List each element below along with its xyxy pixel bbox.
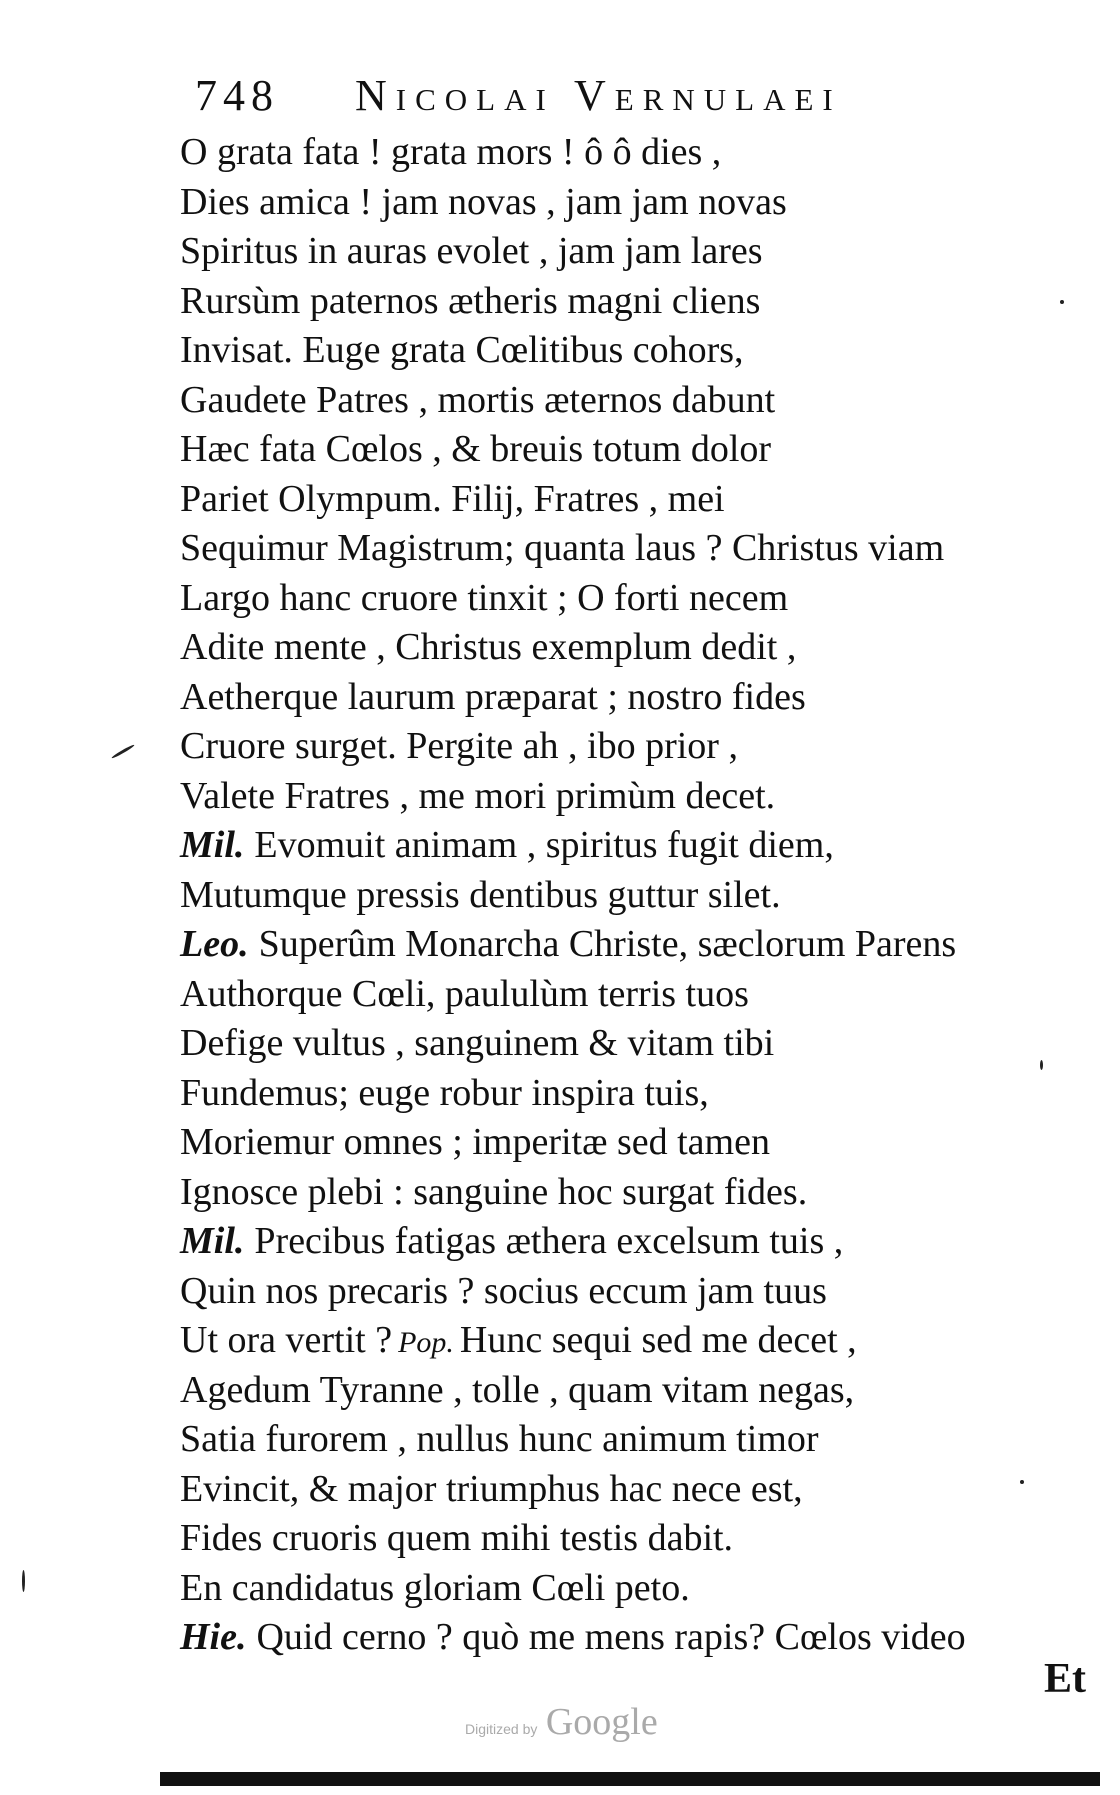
- verse-text-span: Ut ora vertit ?: [180, 1319, 393, 1361]
- verse-line: [180, 1316, 1085, 1366]
- ink-speck: [1020, 1480, 1024, 1484]
- verse-line: [180, 772, 1085, 822]
- verse-line: [180, 1613, 1085, 1663]
- verse-text-span: Invisat. Euge grata Cœlitibus cohors,: [180, 329, 744, 371]
- verse-line: [180, 425, 1085, 475]
- verse-line: [180, 1366, 1085, 1416]
- verse-line: [180, 1118, 1085, 1168]
- verse-line: [180, 1267, 1085, 1317]
- verse-text-span: Aetherque laurum præparat ; nostro fides: [180, 675, 806, 718]
- speaker-label: Mil.: [180, 824, 245, 866]
- verse-text-span: O grata fata ! grata mors ! ô ô dies ,: [180, 131, 722, 173]
- verse-text-span: Evincit, & major triumphus hac nece est,: [180, 1467, 803, 1510]
- speaker-label: Mil.: [180, 1220, 245, 1262]
- inline-speaker-label: Pop.: [398, 1326, 454, 1359]
- running-head: Nicolai Vernulaei: [355, 71, 842, 120]
- speaker-label: Leo.: [180, 923, 249, 965]
- verse-text-span: Pariet Olympum. Filij, Fratres , mei: [180, 477, 725, 520]
- verse-line: [180, 1465, 1085, 1515]
- verse-text-span: Evomuit animam , spiritus fugit diem,: [254, 824, 834, 866]
- verse-line: [180, 376, 1085, 426]
- verse-text-span: Spiritus in auras evolet , jam jam lares: [180, 230, 763, 272]
- verse-text-continuation: Hunc sequi sed me decet ,: [459, 1319, 857, 1361]
- verse-line: [180, 920, 1085, 970]
- verse-text-span: Precibus fatigas æthera excelsum tuis ,: [254, 1220, 844, 1262]
- verse-line: [180, 623, 1085, 673]
- verse-line: [180, 821, 1085, 871]
- verse-line: [180, 673, 1085, 723]
- verse-text: [180, 128, 1085, 1663]
- verse-line: [180, 277, 1085, 327]
- verse-line: [180, 524, 1085, 574]
- verse-line: [180, 1514, 1085, 1564]
- speaker-label: Hie.: [180, 1616, 247, 1658]
- verse-text-span: Fides cruoris quem mihi testis dabit.: [180, 1517, 734, 1559]
- verse-text-span: Sequimur Magistrum; quanta laus ? Christus viam: [180, 527, 945, 569]
- verse-text-span: Quid cerno ? quò me mens rapis? Cœlos video: [256, 1616, 966, 1658]
- catchword: Et: [1044, 1656, 1086, 1702]
- scan-edge-bar: [160, 1772, 1100, 1786]
- verse-text-span: Adite mente , Christus exemplum dedit ,: [180, 626, 797, 668]
- verse-line: [180, 1217, 1085, 1267]
- ink-speck: [1060, 300, 1064, 304]
- verse-text-span: Rursùm paternos ætheris magni cliens: [180, 279, 761, 322]
- ink-speck: [111, 744, 135, 760]
- verse-line: [180, 128, 1085, 178]
- verse-line: [180, 1019, 1085, 1069]
- verse-text-span: Fundemus; euge robur inspira tuis,: [180, 1071, 709, 1114]
- verse-line: [180, 1564, 1085, 1614]
- verse-text-span: Valete Fratres , me mori primùm decet.: [180, 774, 776, 817]
- ink-speck: [1040, 1060, 1043, 1070]
- verse-line: [180, 1415, 1085, 1465]
- verse-line: [180, 871, 1085, 921]
- verse-text-span: Superûm Monarcha Christe, sæclorum Parens: [258, 923, 957, 965]
- verse-text-span: Quin nos precaris ? socius eccum jam tuus: [180, 1269, 827, 1312]
- ink-speck: [22, 1570, 25, 1592]
- verse-text-span: Ignosce plebi : sanguine hoc surgat fides.: [180, 1170, 808, 1213]
- verse-line: [180, 574, 1085, 624]
- verse-text-span: En candidatus gloriam Cœli peto.: [180, 1566, 690, 1609]
- verse-line: [180, 326, 1085, 376]
- verse-text-span: Dies amica ! jam novas , jam jam novas: [180, 180, 787, 223]
- verse-line: [180, 970, 1085, 1020]
- watermark-prefix: Digitized by: [465, 1721, 538, 1737]
- page-header: [195, 70, 975, 130]
- verse-text-span: Defige vultus , sanguinem & vitam tibi: [180, 1022, 775, 1064]
- verse-text-span: Satia furorem , nullus hunc animum timor: [180, 1418, 819, 1460]
- verse-line: [180, 1168, 1085, 1218]
- page-number: 748: [195, 71, 279, 120]
- verse-text-span: Cruore surget. Pergite ah , ibo prior ,: [180, 725, 738, 767]
- verse-line: [180, 475, 1085, 525]
- verse-text-span: Largo hanc cruore tinxit ; O forti necem: [180, 576, 789, 619]
- verse-line: [180, 227, 1085, 277]
- verse-line: [180, 1069, 1085, 1119]
- watermark-logo: Google: [545, 1701, 658, 1743]
- verse-text-span: Gaudete Patres , mortis æternos dabunt: [180, 378, 776, 421]
- verse-line: [180, 722, 1085, 772]
- verse-text-span: Moriemur omnes ; imperitæ sed tamen: [180, 1121, 770, 1163]
- verse-text-span: Hæc fata Cœlos , & breuis totum dolor: [180, 428, 772, 470]
- verse-text-span: Mutumque pressis dentibus guttur silet.: [180, 873, 781, 916]
- verse-text-span: Authorque Cœli, paululùm terris tuos: [180, 972, 749, 1015]
- digitized-watermark: [465, 1700, 658, 1744]
- verse-text-span: Agedum Tyranne , tolle , quam vitam negas,: [180, 1368, 855, 1411]
- verse-line: [180, 178, 1085, 228]
